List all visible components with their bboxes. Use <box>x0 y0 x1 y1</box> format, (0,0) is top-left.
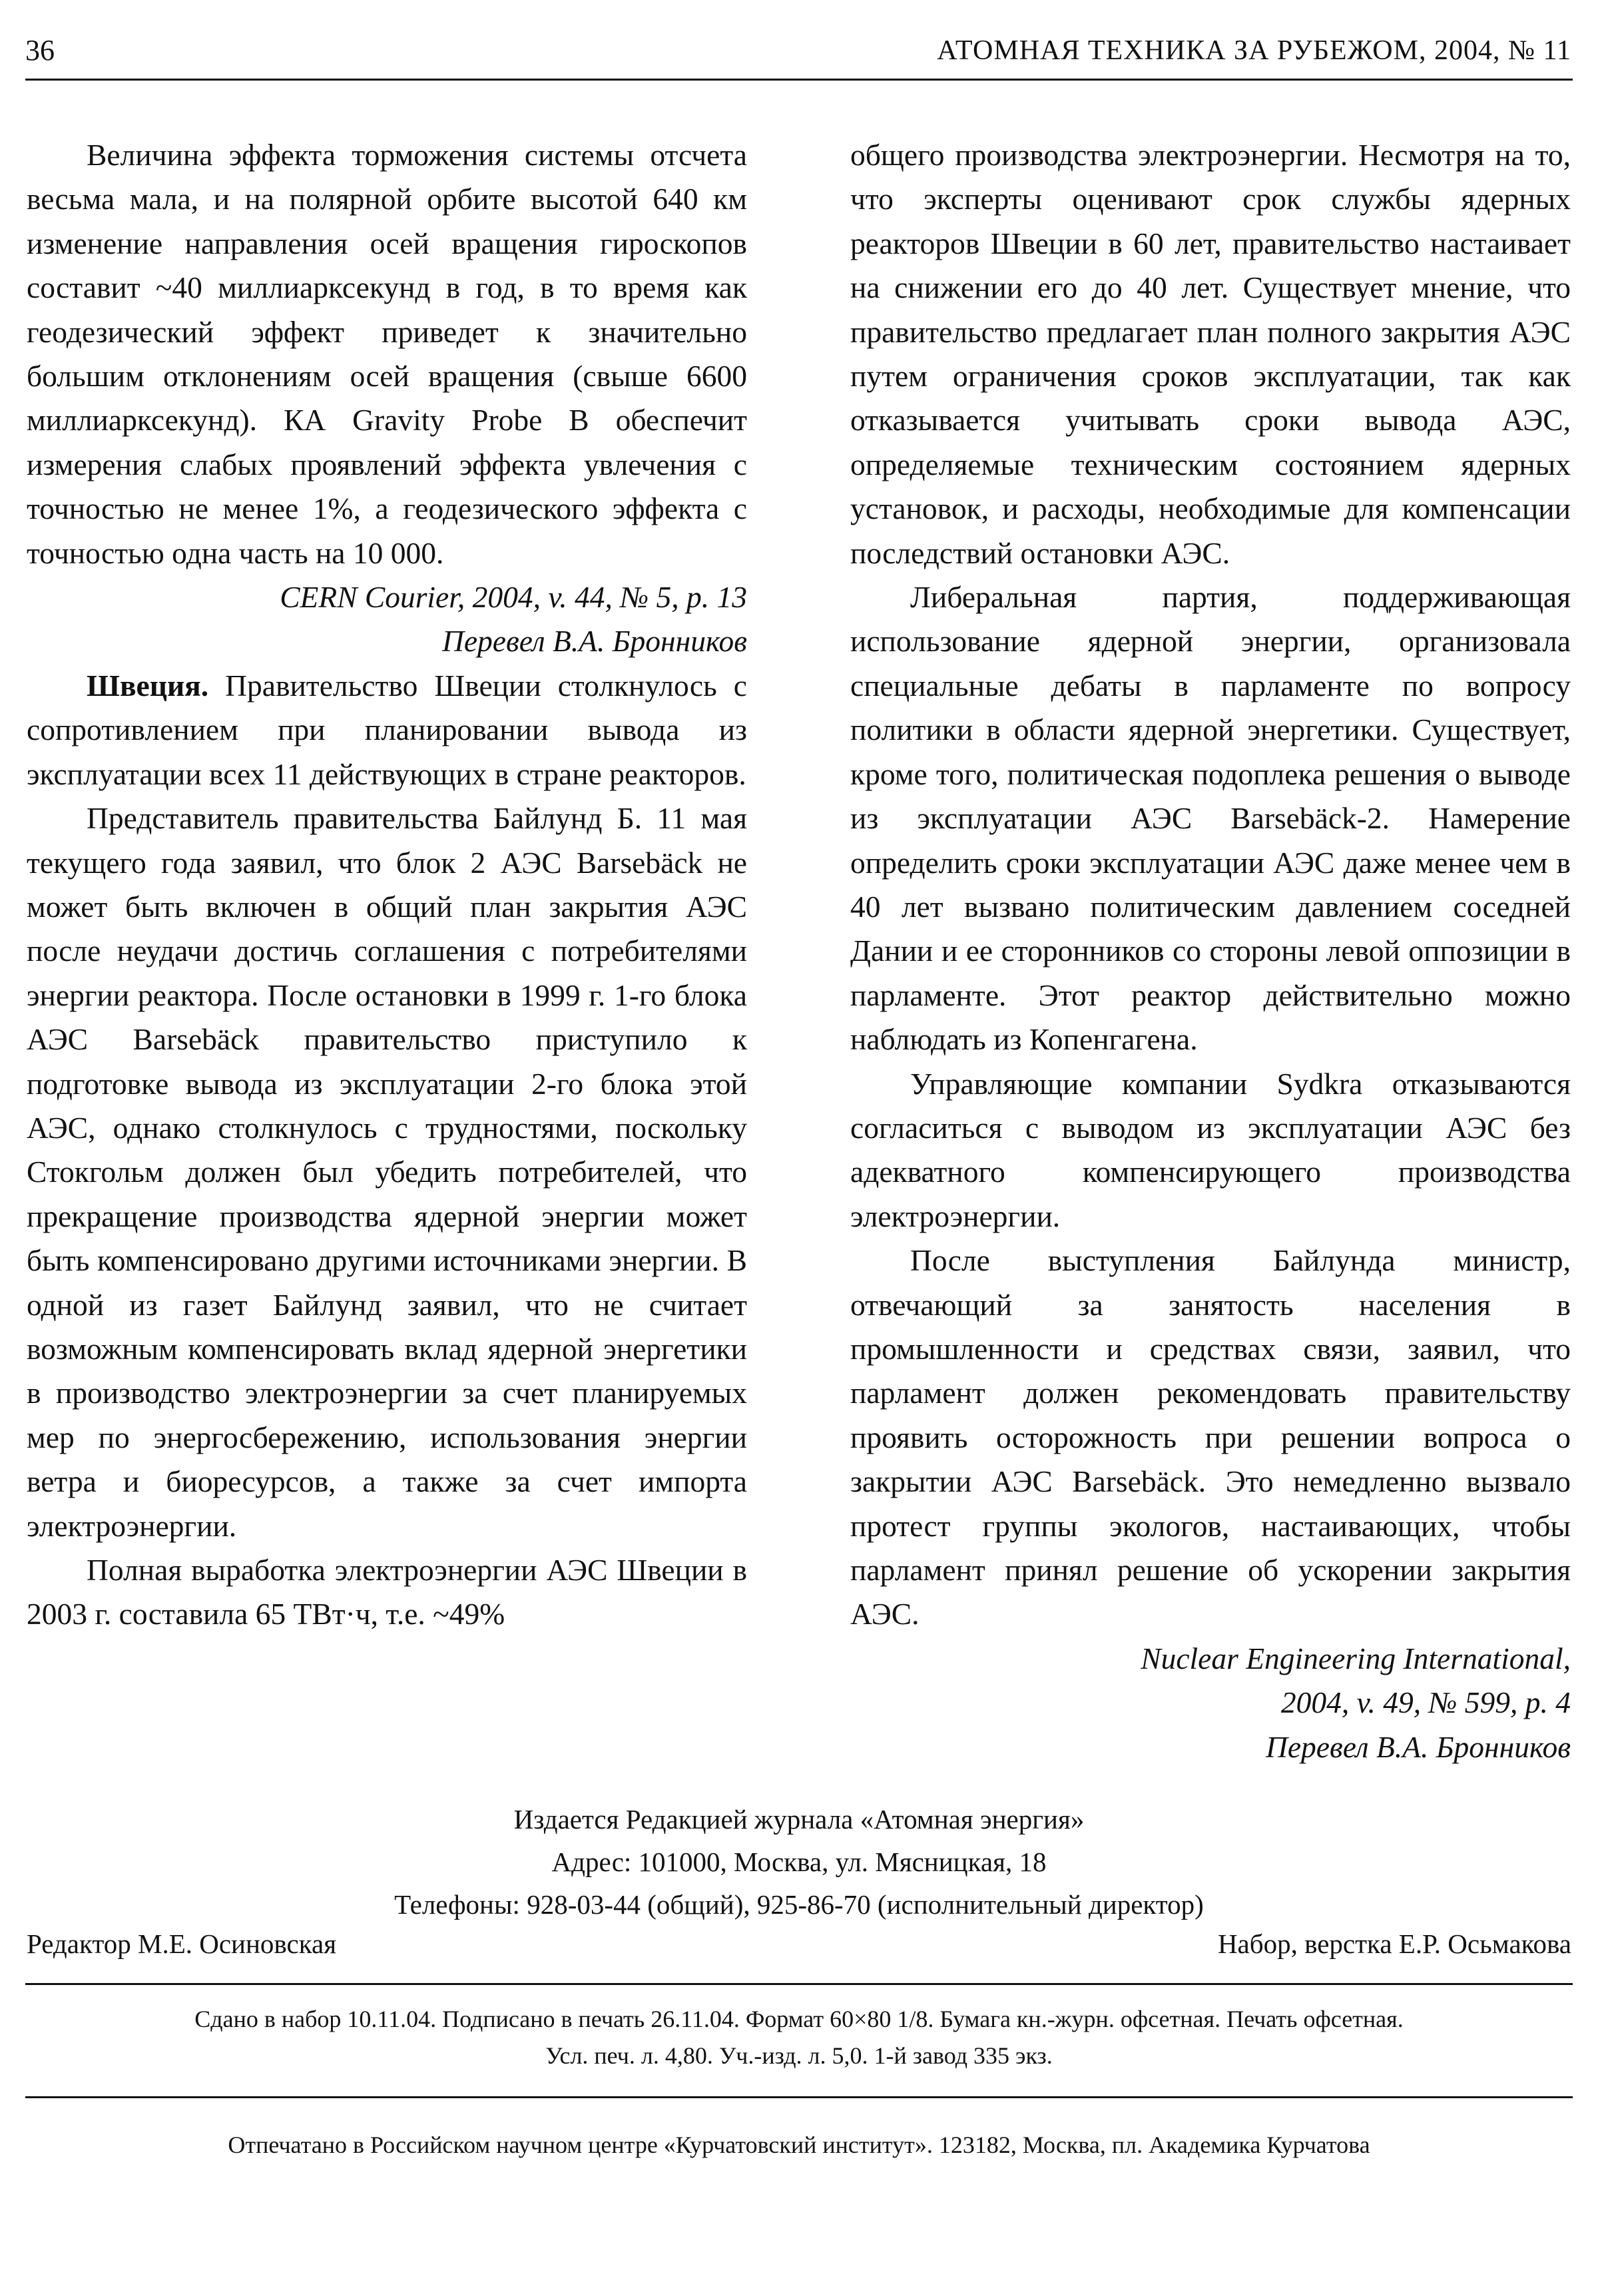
imprint-layout: Набор, верстка Е.Р. Осьмакова <box>1217 1928 1571 1959</box>
imprint-address: Адрес: 101000, Москва, ул. Мясницкая, 18 <box>551 1847 1047 1877</box>
header-rule <box>25 79 1573 81</box>
continuation-paragraph: общего производства электроэнергии. Несмотря на то, что эксперты оценивают срок службы ядерных реакторов Швеции в 60 лет, правительство настаивает на снижении его до 40 лет. Существует мнение, что правительство предлагает план полного закрытия АЭС путем ограничения сроков эксплуатации, так как отказывается учитывать сроки вывода АЭС, определяемые техническим состоянием ядерных установок, и расходы, необходимые для компенсации последствий остановки АЭС. <box>850 138 1571 570</box>
imprint-rule-top <box>25 1983 1573 1985</box>
liberal-party-paragraph: Либеральная партия, поддерживающая использование ядерной энергии, организовала специальные дебаты в парламенте по вопросу политики в области ядерной энергетики. Существует, кроме того, политическая подоплека решения о выводе из эксплуатации АЭС Barsebäck-2. Намерение определить сроки эксплуатации АЭС даже менее чем в 40 лет вызвано политическим давлением соседней Дании и ее сторонников со стороны левой оппозиции в парламенте. Этот реактор действительно можно наблюдать из Копенгагена. <box>850 580 1571 1057</box>
minister-paragraph: После выступления Байлунда министр, отвечающий за занятость населения в промышленности и средствах связи, заявил, что парламент должен рекомендовать правительству проявить осторожность при решении вопроса о закрытии АЭС Barsebäck. Это немедленно вызвало протест группы экологов, настаивающих, чтобы парламент принял решение об ускорении закрытия АЭС. <box>850 1243 1571 1631</box>
imprint-credits <box>27 1928 1571 1960</box>
sweden-intro-paragraph <box>27 664 747 796</box>
citation-translator-2: Перевел В.А. Бронников <box>1265 1729 1571 1764</box>
left-column <box>27 133 747 1637</box>
imprint-tech-line-1: Сдано в набор 10.11.04. Подписано в печать 26.11.04. Формат 60×80 1/8. Бумага кн.-журн. офсетная. Печать офсетная. <box>194 2006 1404 2032</box>
sydkra-paragraph: Управляющие компании Sydkra отказываются согласиться с выводом из эксплуатации АЭС без адекватного компенсирующего производства электроэнергии. <box>850 1066 1571 1233</box>
sweden-heading: Швеция. <box>87 668 209 703</box>
page-number: 36 <box>25 34 55 67</box>
citation-source-2a: Nuclear Engineering International, <box>1141 1641 1571 1675</box>
bailund-paragraph: Представитель правительства Байлунд Б. 11 мая текущего года заявил, что блок 2 АЭС Barsebäck не может быть включен в общий план закрытия АЭС после неудачи достичь соглашения с потребителями энергии реактора. После остановки в 1999 г. 1-го блока АЭС Barsebäck правительство приступило к подготовке вывода из эксплуатации 2-го блока этой АЭС, однако столкнулось с трудностями, поскольку Стокгольм должен был убедить потребителей, что прекращение производства ядерной энергии может быть компенсировано другими источниками энергии. В одной из газет Байлунд заявил, что не считает возможным компенсировать вклад ядерной энергетики в производство электроэнергии за счет планируемых мер по энергосбережению, использования энергии ветра и биоресурсов, а также за счет импорта электроэнергии. <box>27 801 747 1543</box>
imprint-printer: Отпечатано в Российском научном центре «Курчатовский институт». 123182, Москва, пл. Академика Курчатова <box>228 2132 1370 2158</box>
imprint-tech-line-2: Усл. печ. л. 4,80. Уч.-изд. л. 5,0. 1-й завод 335 экз. <box>545 2042 1053 2069</box>
running-head: АТОМНАЯ ТЕХНИКА ЗА РУБЕЖОМ, 2004, № 11 <box>937 35 1571 66</box>
gravity-probe-paragraph: Величина эффекта торможения системы отсчета весьма мала, и на полярной орбите высотой 640 км изменение направления осей вращения гироскопов составит ~40 миллиарксекунд в год, в то время как геодезический эффект приведет к значительно большим отклонениям осей вращения (свыше 6600 миллиарксекунд). КА Gravity Probe B обеспечит измерения слабых проявлений эффекта увлечения с точностью не менее 1%, а геодезического эффекта с точностью одна часть на 10 000. <box>27 138 747 570</box>
right-column <box>850 133 1571 1769</box>
imprint-rule-bottom <box>25 2096 1573 2098</box>
output-paragraph: Полная выработка электроэнергии АЭС Швеции в 2003 г. составила 65 ТВт·ч, т.е. ~49% <box>27 1553 747 1631</box>
citation-source-2b: 2004, v. 49, № 599, p. 4 <box>1280 1685 1571 1720</box>
imprint-phones: Телефоны: 928-03-44 (общий), 925-86-70 (исполнительный директор) <box>394 1889 1204 1920</box>
sweden-intro-text: Правительство Швеции столкнулось с сопротивлением при планировании вывода из эксплуатации всех 11 действующих в стране реакторов. <box>27 668 747 791</box>
citation-source: CERN Courier, 2004, v. 44, № 5, p. 13 <box>280 580 747 615</box>
citation-translator: Перевел В.А. Бронников <box>441 624 747 659</box>
imprint-editor: Редактор М.Е. Осиновская <box>27 1928 337 1959</box>
imprint-publisher: Издается Редакцией журнала «Атомная энергия» <box>513 1804 1085 1835</box>
